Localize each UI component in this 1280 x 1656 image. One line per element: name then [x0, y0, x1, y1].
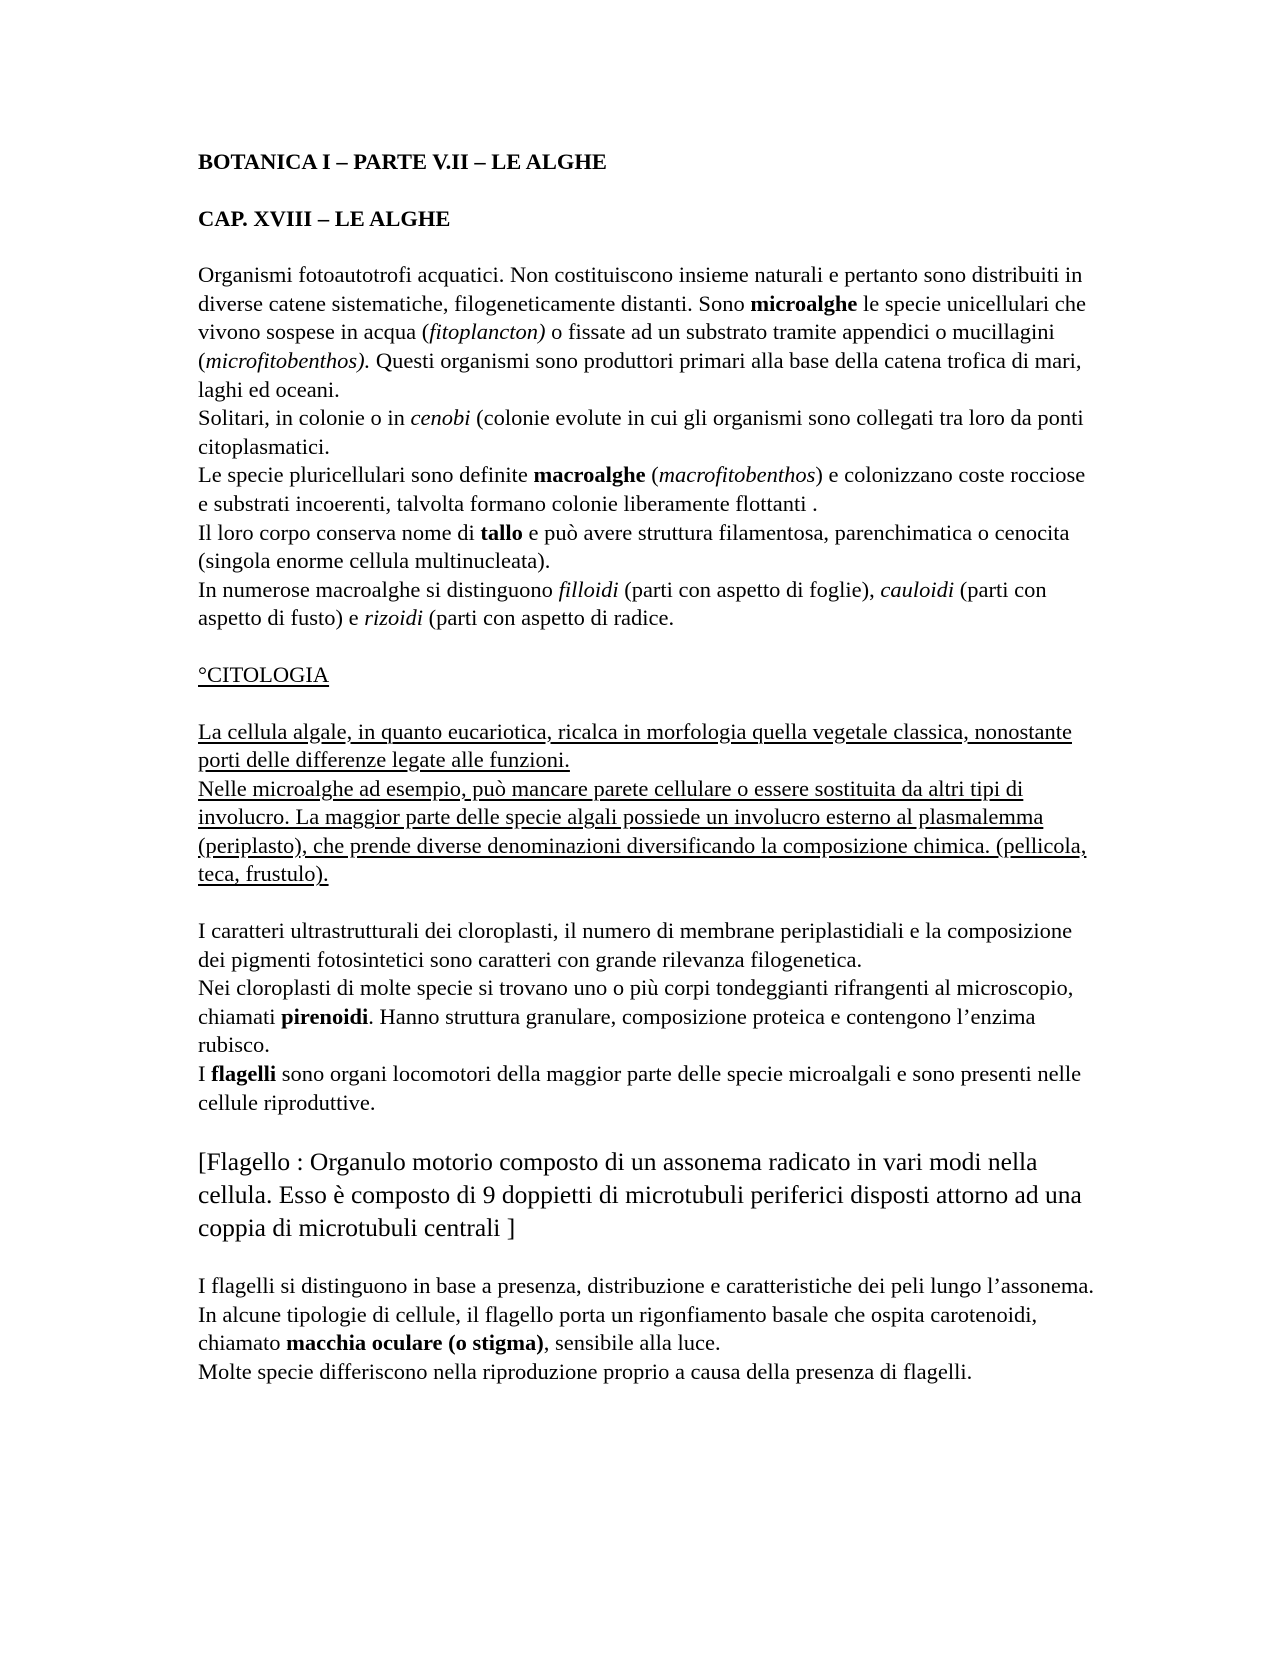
term-microfitobenthos: microfitobenthos). [205, 347, 371, 373]
term-macrofitobenthos: macrofitobenthos [658, 462, 816, 488]
intro-paragraph-3: Le specie pluricellulari sono definite macroalghe (macrofitobenthos) e colonizzano coste rocciose e substrati incoerenti, talvolta formano colonie liberamente flottanti . [198, 462, 1086, 516]
intro-paragraph-4: Il loro corpo conserva nome di tallo e può avere struttura filamentosa, parenchimatica o cenocita (singola enorme cellula multinucleata). [198, 519, 1070, 574]
term-microalghe: microalghe [750, 290, 858, 316]
citologia-paragraph-1: La cellula algale, in quanto eucariotica, ricalca in morfologia quella vegetale classica, nonostante porti delle differenze legate alle funzioni. [198, 718, 1072, 773]
flagelli-paragraph-1: I flagelli si distinguono in base a presenza, distribuzione e caratteristiche dei peli lungo l’assonema. [198, 1273, 1094, 1299]
flagelli-paragraph-2: In alcune tipologie di cellule, il flagello porta un rigonfiamento basale che ospita carotenoidi, chiamato macchia oculare (o stigma), sensibile alla luce. [198, 1301, 1038, 1356]
term-macroalghe: macroalghe [533, 462, 646, 488]
document-title: BOTANICA I – PARTE V.II – LE ALGHE [198, 149, 607, 174]
term-tallo: tallo [480, 519, 523, 545]
flagelli-paragraph-3: Molte specie differiscono nella riproduzione proprio a causa della presenza di flagelli. [198, 1359, 973, 1384]
term-pirenoidi: pirenoidi [281, 1003, 369, 1029]
intro-paragraph-2: Solitari, in colonie o in cenobi (colonie evolute in cui gli organismi sono collegati tra loro da ponti citoplasmatici. [198, 405, 1084, 459]
term-cauloidi: cauloidi [880, 576, 955, 602]
flagello-definition: [Flagello : Organulo motorio composto di un assonema radicato in vari modi nella cellula. Esso è composto di 9 doppietti di microtubuli periferici disposti attorno ad una coppia di microtubuli centrali ] [198, 1147, 1082, 1243]
term-rizoidi: rizoidi [364, 605, 423, 631]
section-heading-citologia: °CITOLOGIA [198, 661, 330, 687]
term-cenobi: cenobi [410, 405, 471, 431]
cloroplasti-paragraph-1: I caratteri ultrastrutturali dei cloroplasti, il numero di membrane periplastidiali e la composizione dei pigmenti fotosintetici sono caratteri con grande rilevanza filogenetica. [198, 918, 1073, 972]
term-macchia-oculare: macchia oculare (o stigma) [286, 1330, 544, 1356]
cloroplasti-paragraph-3: I flagelli sono organi locomotori della maggior parte delle specie microalgali e sono presenti nelle cellule riproduttive. [198, 1061, 1082, 1115]
citologia-paragraph-2: Nelle microalghe ad esempio, può mancare parete cellulare o essere sostituita da altri tipi di involucro. La maggior parte delle specie algali possiede un involucro esterno al plasmalemma (periplasto), che prende diverse denominazioni diversificando la composizione chimica. (pellicola, teca, frustulo). [198, 775, 1087, 887]
cloroplasti-paragraph-2: Nei cloroplasti di molte specie si trovano uno o più corpi tondeggianti rifrangenti al microscopio, chiamati pirenoidi. Hanno struttura granulare, composizione proteica e contengono l’enzima rubisco. [198, 975, 1074, 1058]
intro-paragraph-1: Organismi fotoautotrofi acquatici. Non costituiscono insieme naturali e pertanto sono distribuiti in diverse catene sistematiche, filogeneticamente distanti. Sono microalghe le specie unicellulari che vivono sospese in acqua (fitoplancton) o fissate ad un substrato tramite appendici o mucillagini (microfitobenthos). Questi organismi sono produttori primari alla base della catena trofica di mari, laghi ed oceani. [198, 262, 1087, 402]
term-flagelli: flagelli [211, 1061, 277, 1087]
chapter-title: CAP. XVIII – LE ALGHE [198, 205, 451, 231]
term-filloidi: filloidi [558, 576, 619, 602]
term-fitoplancton: fitoplancton) [429, 319, 546, 345]
intro-paragraph-5: In numerose macroalghe si distinguono filloidi (parti con aspetto di foglie), cauloidi (parti con aspetto di fusto) e rizoidi (parti con aspetto di radice. [198, 576, 1047, 631]
document-body [198, 148, 1098, 1387]
